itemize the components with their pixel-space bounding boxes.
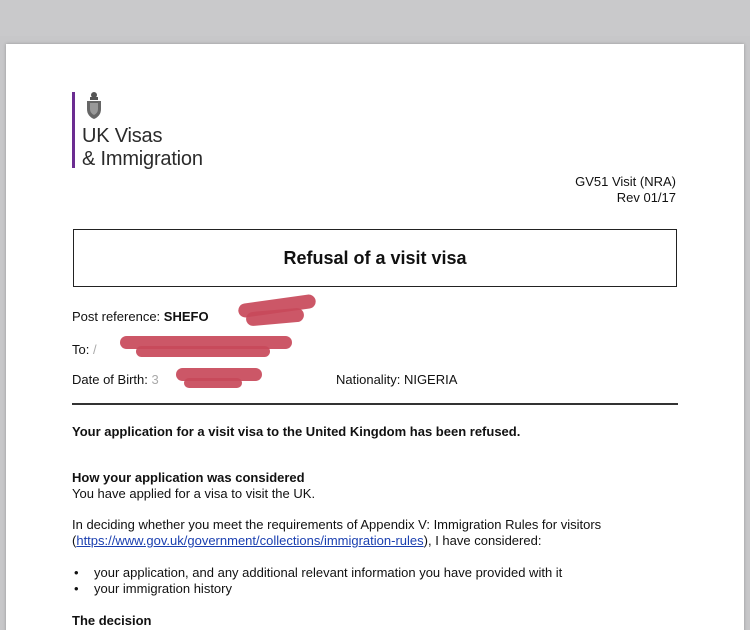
bullet-dot: • (74, 565, 79, 580)
redaction-mark (136, 346, 270, 357)
paragraph-line: In deciding whether you meet the requirements of Appendix V: Immigration Rules for visitors (72, 517, 602, 532)
list-item: your application, and any additional relevant information you have provided with it (94, 565, 563, 580)
to-field (72, 342, 97, 357)
list-item: your immigration history (94, 581, 232, 596)
paragraph-link-line (72, 533, 541, 549)
redaction-mark (184, 378, 242, 388)
document-page (6, 44, 744, 630)
to-value: / (92, 342, 97, 357)
nationality-field (336, 372, 457, 387)
org-name-line2: & Immigration (82, 148, 203, 170)
refusal-summary: Your application for a visit visa to the United Kingdom has been refused. (72, 424, 521, 439)
title-box (73, 229, 677, 287)
form-revision: Rev 01/17 (616, 190, 676, 205)
bullet-dot: • (74, 581, 79, 596)
nationality-label: Nationality: (336, 372, 401, 387)
nationality-value: NIGERIA (403, 372, 458, 387)
dob-field (72, 372, 159, 387)
to-label: To: (72, 342, 90, 357)
brand-bar (72, 92, 75, 168)
org-name-line1: UK Visas (82, 125, 163, 147)
post-reference-field (72, 309, 209, 324)
viewer-top-bar (0, 0, 750, 36)
section-text-applied: You have applied for a visa to visit the UK. (72, 486, 316, 501)
paren-open: ( (72, 533, 77, 548)
section-heading-decision: The decision (72, 613, 152, 628)
dob-label: Date of Birth: (72, 372, 148, 387)
form-code-block (575, 174, 676, 206)
dob-value: 3 (151, 372, 159, 387)
divider (72, 403, 678, 405)
immigration-rules-link[interactable]: https://www.gov.uk/government/collections/immigration-rules (76, 533, 424, 548)
post-reference-label: Post reference: (72, 309, 161, 324)
section-heading-considered: How your application was considered (72, 470, 305, 485)
paragraph-line-end: ), I have considered: (423, 533, 542, 548)
royal-crest-icon (82, 90, 106, 120)
document-title: Refusal of a visit visa (283, 247, 467, 268)
post-reference-value: SHEFO (163, 309, 209, 324)
form-code: GV51 Visit (NRA) (575, 174, 676, 189)
